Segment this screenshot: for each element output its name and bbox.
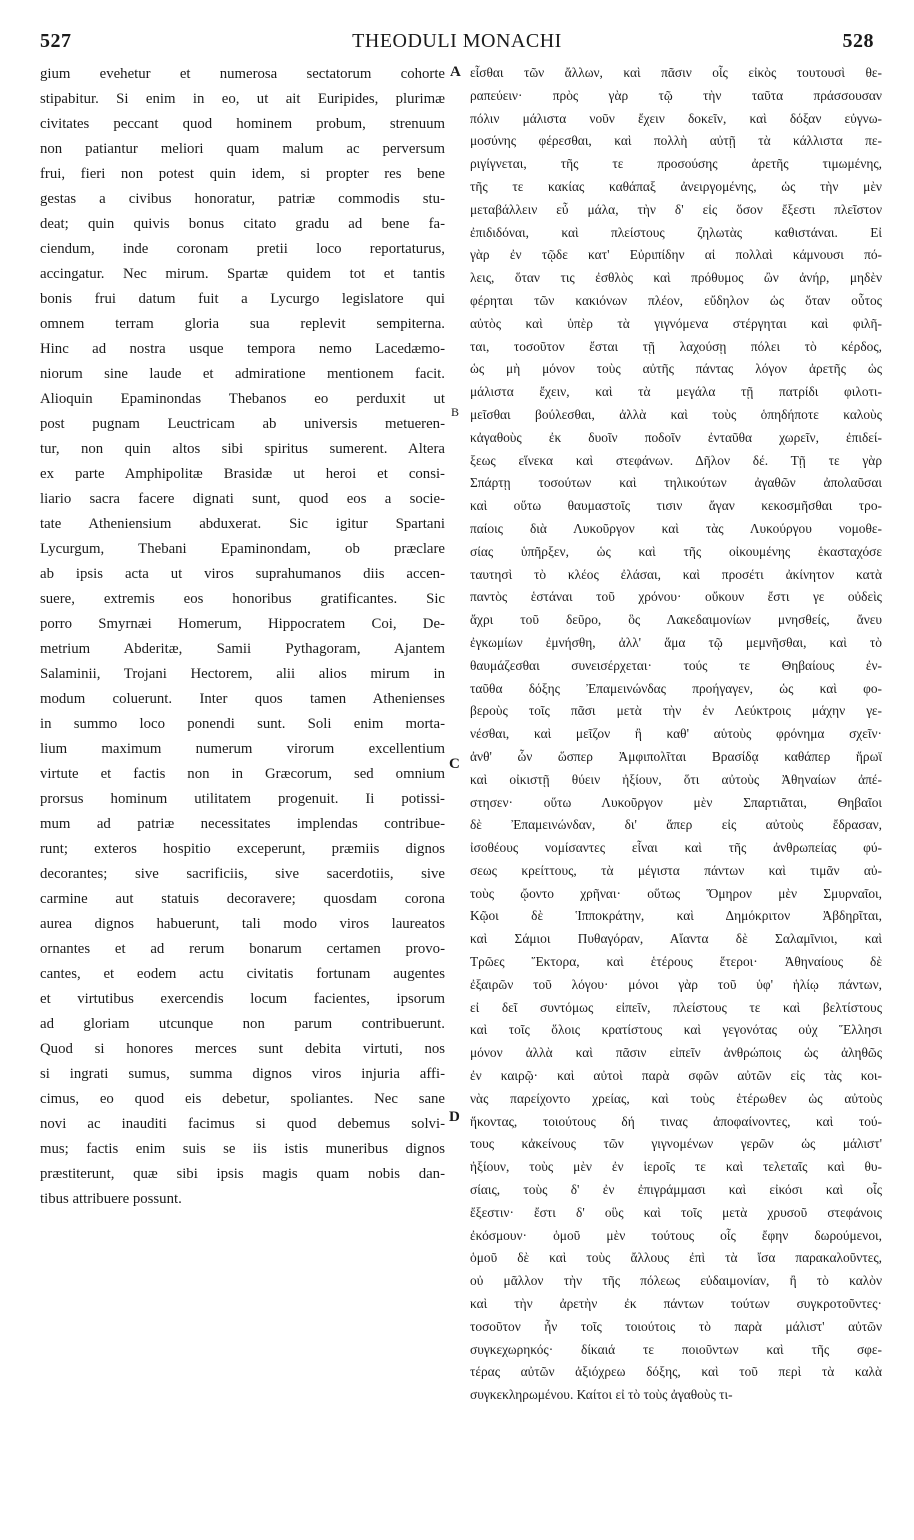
latin-text-line: porro Smyrnæi Homerum, Hippocratem Coi, De- [40,616,445,632]
greek-text-line: καὶ οἰκιστῇ θύειν ἠξίουν, ὅτι αὐτοὺς Ἀθηναίων ἀπέ- [470,771,882,787]
latin-text-line: civitates peccant quod hominem probum, strenuum [40,116,445,132]
latin-text-line: prorsus hominum utilitatem progenuit. Ii potissi- [40,791,445,807]
greek-text-line: ταῦθα δόξης Ἐπαμεινώνδας προήγαγεν, ὡς καὶ φο- [470,680,882,696]
greek-text-line: ξεως εἵνεκα καὶ στεφάνων. Δῆλον δέ. Τῇ τε γὰρ [470,452,882,468]
latin-text-line: aurea dignos habuerunt, tali modo viros laureatos [40,916,445,932]
greek-text-line: εἶσθαι τῶν ἄλλων, καὶ πᾶσιν οἷς εἰκὸς τουτουσὶ θε- [470,65,882,80]
latin-text-line: runt; exteros hospitio exceperunt, præmiis dignos [40,841,445,857]
page-number-left: 527 [40,30,72,52]
greek-text-line: νὰς παρείχοντο χρείας, καὶ τοὺς ἑτέρωθεν ὡς αὐτοὺς [470,1090,882,1106]
greek-text-line: δὲ Ἐπαμεινώνδαν, δι' ἅπερ εἰς αὐτοὺς ἔδρασαν, [470,817,882,833]
greek-text-line: καὶ τοῖς ὅλοις κρατίστους καὶ γεγονότας οὐχ Ἕλλησι [470,1022,882,1038]
greek-text-line: τῆς τε κακίας καθάπαξ ἀνειργομένης, ὡς τὴν μὲν [470,178,882,194]
greek-text-line: γὰρ ἐν τῷδε κατ' Εὐριπίδην αἱ πολλαὶ κάμνουσι πό- [470,247,882,263]
greek-text-line: ται, τοσοῦτον ἔσται τῇ λαχούσῃ πόλει τὸ κέρδος, [470,338,882,354]
latin-text-line: non patiantur meliori quam malum ac perversum [40,141,445,157]
latin-text-line: carmine aut statuis decoravere; quosdam corona [40,891,445,907]
latin-text-line: novi ac inauditi facimus si quod debemus solvi- [40,1116,445,1132]
greek-text-line: φέρηται τῶν κακιόνων πλέον, εὔδηλον ὡς ὅταν οὗτος [470,292,882,308]
latin-text-line: deat; quin quivis bonus citato gradu ad bene fa- [40,216,445,232]
greek-text-line: καὶ οὕτω θαυμαστοῖς τισιν ἄγαν κεκοσμῆσθαι τρο- [470,498,882,514]
latin-text-line: virtute et factis non in Græcorum, sed omnium [40,766,445,782]
latin-text-line: ad gloriam utcunque non parum contribuerunt. [40,1016,445,1032]
greek-text-line: ἐκόσμουν· ὁμοῦ μὲν τούτους οἷς ἔφην δωρούμενοι, [470,1227,882,1243]
section-marker-b: B [451,405,460,419]
greek-text-line: παντὸς ἑστάναι τοῦ χρόνου· οὔκουν ἔστι γε οὐδεὶς [470,589,882,605]
greek-text-line: παίοις διὰ Λυκοῦργον καὶ τὰς Λυκούργου νομοθε- [470,520,882,536]
greek-text-line: τους κἀκείνους τῶν γιγνομένων γερῶν ὡς μάλιστ' [470,1136,882,1152]
latin-text-line: mus; factis enim suis se iis istis muneribus dignos [40,1141,445,1157]
latin-column [40,62,445,1212]
greek-text-line: αὐτὸς καὶ ὑπὲρ τὰ γιγνόμενα στέργηται καὶ φιλῆ- [470,315,882,331]
latin-text-line: tibus attribuere possunt. [40,1191,182,1207]
page-header [40,30,874,60]
page-number-right: 528 [842,30,874,52]
greek-text-line: θαυμάζεσθαι συνεισέρχεται· τούς τε Θηβαίους ἐν- [470,657,882,673]
greek-text-line: μόνον ἀλλὰ καὶ πᾶσιν εἰπεῖν ἀνθρώποις ὡς ἀληθῶς [470,1045,882,1061]
latin-text-line: in summo loco ponendi sunt. Soli enim morta- [40,716,445,732]
latin-text-line: decorantes; sive sacrificiis, sive sacerdotiis, sive [40,866,445,882]
latin-text-line: Hinc ad nostra usque tempora nemo Lacedæmo- [40,341,445,357]
greek-text-line: Σπάρτῃ τοσούτων καὶ τηλικούτων ἀγαθῶν ἀπολαῦσαι [470,475,882,491]
latin-text-line: stipabitur. Si enim in eo, ut ait Euripides, plurimæ [40,91,445,107]
greek-text-line: μοσύνης φέρεσθαι, καὶ πολλὴ αὐτῇ τὰ κάλλιστα πε- [470,133,882,149]
greek-text-line: ἠξίουν, τοὺς μὲν ἐν ἱεροῖς τε καὶ τελεταῖς καὶ θυ- [470,1159,882,1175]
greek-text-line: ριγίγνεται, τῆς τε προσούσης ἀρετῆς τιμωμένης, [470,156,882,172]
latin-text-line: metrium Abderitæ, Samii Pythagoram, Ajantem [40,641,445,657]
greek-text-line: πόλιν μάλιστα νοῦν ἔχειν δοκεῖν, καὶ δόξαν εὐγνω- [470,110,882,126]
latin-text-line: ab ipsis acta ut viros suprahumanos diis accen- [40,566,445,582]
greek-text-line: εἰ δεῖ συντόμως εἰπεῖν, πλείστους τε καὶ βελτίστους [470,999,882,1015]
greek-text-line: τοὺς ᾤοντο χρῆναι· οὕτως Ὅμηρον μὲν Σμυρναῖοι, [470,885,882,901]
latin-text-line: liario sacra facere dignati sunt, quod eos a socie- [40,491,445,507]
latin-text-line: modum coluerunt. Inter quos tamen Athenienses [40,691,445,707]
latin-text-line: et virtutibus exercendis locum facientes, ipsorum [40,991,445,1007]
greek-column [470,62,882,1407]
greek-text-line: Κῷοι δὲ Ἱπποκράτην, καὶ Δημόκριτον Ἀβδηρῖται, [470,908,882,924]
latin-text-line: cimus, eo quod eis debetur, spoliantes. Nec sane [40,1091,445,1107]
greek-text-line: καὶ Σάμιοι Πυθαγόραν, Αἴαντα δὲ Σαλαμῖνιοι, καὶ [470,931,882,947]
latin-text-line: mum ad patriæ necessitates implendas contribue- [40,816,445,832]
latin-text-line: Quod si honores merces sunt debita virtuti, nos [40,1041,445,1057]
greek-text-line: ταυτησὶ τὸ κλέος ἐλάσαι, καὶ προσέτι ἀκίνητον κατὰ [470,566,882,582]
latin-text-line: ex parte Amphipolitæ Brasidæ ut heroi et consi- [40,466,445,482]
greek-text-line: κἀγαθοὺς ἐκ δυοῖν ποδοῖν ἐνταῦθα χωρεῖν, ἐπιδεί- [470,429,882,445]
running-title: THEODULI MONACHI [352,30,562,52]
latin-text-line: lium maximum numerum virorum excellentium [40,741,445,757]
greek-text-line: στησεν· οὕτω Λυκοῦργον μὲν Σπαρτιᾶται, Θηβαῖοι [470,794,882,810]
latin-text-line: ciendum, inde coronam pretii loco reportaturus, [40,241,445,257]
latin-text-line: cantes, et eodem actu civitatis fortunam augentes [40,966,445,982]
greek-text-line: σίαις, τοὺς δ' ἐν ἐπιγράμμασι καὶ εἰκόσι καὶ οἷς [470,1182,882,1198]
greek-text-line: λεις, ὅταν τις ἐσθλὸς καὶ πρόθυμος ὢν ἀνήρ, μηδὲν [470,270,882,286]
latin-text-line: bonis frui datum fuit a Lycurgo legislatore qui [40,291,445,307]
section-marker-c: C [449,756,460,772]
latin-text-line: ornantes et ad rerum bonarum certamen provo- [40,941,445,957]
latin-text-line: suere, extremis eos honoribus gratificantes. Sic [40,591,445,607]
greek-text-line: ἐπιδιδόναι, καὶ πλείστους ζηλωτὰς καθιστάναι. Εἰ [470,224,882,240]
greek-text-line: ὡς μὴ μόνον τοὺς αὐτῆς πάντας λόγον ἀρετῆς ὡς [470,361,882,377]
latin-text-line: si ingrati sumus, summa dignos viros injuria affi- [40,1066,445,1082]
greek-text-line: συγκεχωρηκός· δίκαιά τε ποιοῦντων καὶ τῆς σφε- [470,1341,882,1357]
greek-text-line: ἐγκωμίων ἐμνήσθη, ἀλλ' ἅμα τῷ μεμνῆσθαι, καὶ τὸ [470,634,882,650]
section-marker-d: D [449,1109,460,1125]
greek-text-line: ἄχρι τοῦ δεῦρο, ὃς Λακεδαιμονίων μνησθείς, ἄνευ [470,612,882,628]
latin-text-line: Salaminii, Trojani Hectorem, alii alios mirum in [40,666,445,682]
greek-text-line: ἥκοντας, τοιούτους δή τινας ἀποφαίνοντες, καὶ τού- [470,1113,882,1129]
greek-text-line: Τρῶες Ἕκτορα, καὶ ἑτέρους ἕτεροι· Ἀθηναίους δὲ [470,954,882,970]
greek-text-line: ὁμοῦ δὲ καὶ τοὺς ἄλλους ἐπὶ τὰ ἴσα παρακαλοῦντες, [470,1250,882,1266]
latin-text-line: præstiterunt, quæ sibi ipsis magis quam nobis dan- [40,1166,445,1182]
latin-text-line: Lycurgum, Thebani Epaminondam, ob præclare [40,541,445,557]
greek-text-line: μάλιστα ἔχειν, καὶ τὰ μεγάλα τῇ πατρίδι φιλοτι- [470,384,882,400]
latin-text-line: Alioquin Epaminondas Thebanos eo perduxit ut [40,391,445,407]
latin-text-line: tate Atheniensium abduxerat. Sic igitur Spartani [40,516,445,532]
greek-text-line: ἀνθ' ὧν ὥσπερ Ἀμφιπολῖται Βρασίδᾳ καθάπερ ἥρωϊ [470,748,882,764]
greek-text-line: τοσοῦτον ἦν τοῖς τοιούτοις τὸ παρὰ μάλιστ' αὐτῶν [470,1318,882,1334]
greek-text-line: νέσθαι, καὶ μεῖζον ἢ καθ' αὑτοὺς φρόνημα σχεῖν· [470,726,882,742]
greek-text-line: μεταβάλλειν εὖ μάλα, τὴν δ' εἰς ὅσον ἔξεστι πλεῖστον [470,201,882,217]
latin-text-line: tur, non quin altos sibi spiritus sumerent. Altera [40,441,445,457]
latin-text-line: gestas a civibus honoratur, patriæ commodis stu- [40,191,445,207]
greek-text-line: σεως κρείττους, τὰ μέγιστα πάντων καὶ τιμᾶν αὐ- [470,862,882,878]
greek-text-line: συγκεκληρωμένου. Καίτοι εἰ τὸ τοὺς ἀγαθοὺς τι- [470,1387,733,1403]
greek-text-line: ἔξεστιν· ἔστι δ' οὓς καὶ τοῖς μετὰ χρυσοῦ στεφάνοις [470,1204,882,1220]
latin-text-line: accingatur. Nec mirum. Spartæ quidem tot et tantis [40,266,445,282]
greek-text-line: τέρας αὐτῶν ἀξιόχρεω δόξης, καὶ τοῦ περὶ τὰ καλὰ [470,1364,882,1380]
greek-text-line: βεροὺς τοῖς πᾶσι μετὰ τὴν ἐν Λεύκτροις μάχην γε- [470,703,882,719]
greek-text-line: καὶ τὴν ἀρετὴν ἐκ πάντων τούτων συγκροτοῦντες· [470,1296,882,1312]
latin-text-line: post pugnam Leuctricam ab universis metueren- [40,416,445,432]
latin-text-line: gium evehetur et numerosa sectatorum cohorte [40,66,445,82]
greek-text-line: οὐ μᾶλλον τὴν τῆς πόλεως εὐδαιμονίαν, ἢ τὸ καλὸν [470,1273,882,1289]
latin-text-line: niorum sine laude et admiratione mentionem facit. [40,366,445,382]
greek-text-line: ραπεύειν· πρὸς γὰρ τῷ τὴν ταῦτα πράσσουσαν [470,87,882,103]
greek-text-line: σίας ὑπῆρξεν, ὡς καὶ τῆς οἰκουμένης ἑκασταχόσε [470,543,882,559]
section-marker-a: A [450,64,461,80]
greek-text-line: ἰσοθέους νομίσαντες εἶναι καὶ τῆς ἀνθρωπείας φύ- [470,840,882,856]
greek-text-line: ἐν καιρῷ· καὶ αὐτοὶ παρὰ σφῶν αὐτῶν εἰς τὰς κοι- [470,1068,882,1084]
latin-text-line: frui, fieri non potest quin idem, si propter res bene [40,166,445,182]
greek-text-line: ἐξαιρῶν τοῦ λόγου· μόνοι γὰρ τοῦ ὑφ' ἡλίῳ πάντων, [470,976,882,992]
latin-text-line: omnem terram gloria sua replevit sempiterna. [40,316,445,332]
greek-text-line: μεῖσθαι βούλεσθαι, ἀλλὰ καὶ τοὺς ὁπηδήποτε καλοὺς [470,406,882,422]
